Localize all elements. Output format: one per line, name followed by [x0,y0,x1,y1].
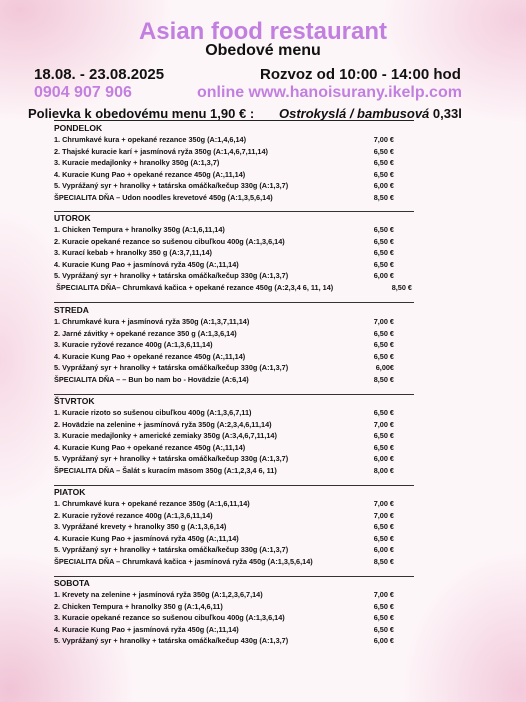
menu-item [54,259,420,271]
day-section [54,305,420,385]
menu-item-price: 6,50 € [373,351,394,361]
day-divider [54,576,414,577]
delivery-hours: Rozvoz od 10:00 - 14:00 hod [260,66,461,83]
menu-item [54,601,420,613]
menu-item-name: 1. Chicken Tempura + hranolky 350g (A:1,6,11,14) [54,225,225,234]
menu-item [54,180,420,192]
menu-item [54,453,420,465]
menu-item-price: 6,50 € [373,225,394,234]
menu-item-name: 2. Thajské kuracie karí + jasmínová ryža 350g (A:1,4,6,7,11,14) [54,146,268,156]
menu-item-price: 8,50 € [373,556,394,566]
menu-item [54,556,420,568]
menu-item-price: 8,50 € [373,374,394,384]
menu-item [54,521,420,533]
menu-item-name: ŠPECIALITA DŇA– Chrumkavá kačica + opekané rezance 450g (A:2,3,4 6, 11, 14) [56,282,334,292]
menu-item-price: 7,00 € [373,590,394,599]
menu-item [54,362,420,374]
day-section [54,487,420,567]
soup-label: Polievka k obedovému menu 1,90 € : [28,106,255,121]
menu-item-name: 2. Jarné závitky + opekané rezance 350 g (A:1,3,6,14) [54,328,237,338]
menu-item-price: 7,00 € [373,499,394,508]
menu-item-price: 6,50 € [373,522,394,531]
menu-item-name: 3. Kuracie opekané rezance so sušenou cibuľkou 400g (A:1,3,6,14) [54,613,285,622]
day-title: UTOROK [54,213,91,223]
menu-item-price: 6,50 € [373,431,394,440]
menu-item-name: 4. Kuracie Kung Pao + jasmínová ryža 450g (A:,11,14) [54,533,239,543]
menu-item [54,146,420,158]
menu-item-price: 7,00 € [373,135,394,144]
divider [54,120,414,121]
menu-item-price: 7,00 € [373,419,394,429]
menu-item-price: 6,50 € [373,613,394,622]
menu-subtitle: Obedové menu [205,42,321,59]
menu-item-name: 4. Kuracie Kung Pao + opekané rezance 450g (A:,11,14) [54,442,246,452]
menu-item-name: 3. Kurací kebab + hranolky 350 g (A:3,7,11,14) [54,248,212,257]
menu-item-price: 7,00 € [373,510,394,520]
menu-item-price: 6,50 € [373,236,394,246]
menu-item [54,169,420,181]
menu-item-name: ŠPECIALITA DŇA – Chrumkavá kačica + jasmínová ryža 450g (A:1,3,5,6,14) [54,556,313,566]
menu-item [54,589,420,601]
website-link[interactable]: online www.hanoisurany.ikelp.com [197,84,462,101]
menu-item-name: 1. Kuracie rizoto so sušenou cibuľkou 400g (A:1,3,6,7,11) [54,408,252,417]
menu-item [54,612,420,624]
menu-item-name: 1. Chrumkavé kura + jasmínová ryža 350g (A:1,3,7,11,14) [54,317,250,326]
menu-item-name: ŠPECIALITA DŇA – Udon noodles krevetové 450g (A:1,3,5,6,14) [54,192,273,202]
menu-item-name: 3. Vyprážané krevety + hranolky 350 g (A:1,3,6,14) [54,522,227,531]
menu-item-name: 5. Vyprážaný syr + hranolky + tatárska omáčka/kečup 330g (A:1,3,7) [54,454,289,463]
menu-item [54,430,420,442]
menu-item-price: 6,50 € [373,408,394,417]
menu-item-name: 2. Kuracie ryžové rezance 400g (A:1,3,6,11,14) [54,510,213,520]
menu-item [54,498,420,510]
menu-item-price: 6,00€ [375,363,394,372]
menu-item [54,247,420,259]
menu-item [54,192,420,204]
day-title: PONDELOK [54,123,103,133]
menu-item-name: 4. Kuracie Kung Pao + jasmínová ryža 450g (A:,11,14) [54,259,239,269]
menu-item-price: 8,50 € [391,282,412,292]
menu-item [54,465,420,477]
menu-item-name: 4. Kuracie Kung Pao + jasmínová ryža 450g (A:,11,14) [54,624,239,634]
day-title: STREDA [54,305,89,315]
menu-item-name: 5. Vyprážaný syr + hranolky + tatárska omáčka/kečup 430g (A:1,3,7) [54,636,289,645]
menu-item-price: 6,00 € [373,181,394,190]
menu-item-name: 5. Vyprážaný syr + hranolky + tatárska omáčka/kečup 330g (A:1,3,7) [54,545,289,554]
menu-item [54,328,420,340]
menu-item-name: 4. Kuracie Kung Pao + opekané rezance 450g (A:,11,14) [54,169,246,179]
day-section [54,396,420,476]
day-divider [54,211,414,212]
menu-item-price: 6,50 € [373,533,394,543]
menu-item [54,374,420,386]
menu-item [54,624,420,636]
menu-item [54,236,420,248]
menu-item-name: 1. Krevety na zelenine + jasmínová ryža 350g (A:1,2,3,6,7,14) [54,590,263,599]
menu-item-name: 2. Chicken Tempura + hranolky 350 g (A:1,4,6,11) [54,601,223,611]
menu-item [54,442,420,454]
menu-item-price: 6,50 € [373,340,394,349]
day-title: SOBOTA [54,578,90,588]
menu-item-name: 3. Kuracie medajlonky + americké zemiaky 350g (A:3,4,6,7,11,14) [54,431,277,440]
menu-item [54,533,420,545]
menu-item [54,224,420,236]
day-divider [54,394,414,395]
date-range: 18.08. - 23.08.2025 [34,66,165,83]
menu-item-name: 4. Kuracie Kung Pao + opekané rezance 450g (A:,11,14) [54,351,246,361]
menu-item-name: 2. Hovädzie na zelenine + jasmínová ryža 350g (A:2,3,4,6,11,14) [54,419,272,429]
menu-item-name: 1. Chrumkavé kura + opekané rezance 350g (A:1,6,11,14) [54,499,250,508]
menu-item-name: 5. Vyprážaný syr + hranolky + tatárska omáčka/kečup 330g (A:1,3,7) [54,363,289,372]
menu-item [54,510,420,522]
menu-item-price: 6,50 € [373,248,394,257]
menu-item-price: 6,50 € [373,601,394,611]
menu-item-name: 3. Kuracie medajlonky + hranolky 350g (A:1,3,7) [54,158,220,167]
menu-item [54,419,420,431]
menu-item [54,339,420,351]
menu-item [54,316,420,328]
menu-item-price: 6,50 € [373,146,394,156]
day-title: ŠTVRTOK [54,396,95,406]
menu-item [54,635,420,647]
menu-item-name: 2. Kuracie opekané rezance so sušenou cibuľkou 400g (A:1,3,6,14) [54,236,285,246]
menu-item-price: 6,50 € [373,158,394,167]
menu-item-price: 6,00 € [373,454,394,463]
menu-item-price: 8,00 € [373,465,394,475]
menu-item-price: 6,50 € [373,624,394,634]
soup-info [279,106,462,121]
menu-item-name: 3. Kuracie ryžové rezance 400g (A:1,3,6,11,14) [54,340,213,349]
menu-item [54,270,420,282]
day-section [54,578,420,647]
menu-item [54,407,420,419]
day-section [54,213,420,293]
menu-item-name: ŠPECIALITA DŇA – Šalát s kuracím mäsom 350g (A:1,2,3,4 6, 11) [54,465,277,475]
menu-item-price: 6,50 € [373,259,394,269]
menu-item-price: 6,50 € [373,328,394,338]
day-divider [54,302,414,303]
menu-item [54,134,420,146]
menu-item-price: 7,00 € [373,317,394,326]
menu-item-price: 6,50 € [373,442,394,452]
phone-number[interactable]: 0904 907 906 [34,84,132,101]
day-title: PIATOK [54,487,86,497]
menu-item [54,157,420,169]
menu-item-price: 6,00 € [373,545,394,554]
soup-size: 0,33l [432,106,462,121]
menu-item [54,282,420,294]
menu-item-name: 5. Vyprážaný syr + hranolky + tatárska omáčka/kečup 330g (A:1,3,7) [54,271,289,280]
menu-item-price: 6,50 € [373,169,394,179]
menu-item [54,351,420,363]
menu-item-price: 6,00 € [373,271,394,280]
day-divider [54,485,414,486]
menu-item-price: 6,00 € [373,636,394,645]
menu-item [54,544,420,556]
menu-item-name: 5. Vyprážaný syr + hranolky + tatárska omáčka/kečup 330g (A:1,3,7) [54,181,289,190]
soup-name: Ostrokyslá / bambusová [279,106,430,121]
restaurant-title: Asian food restaurant [138,18,388,45]
menu-item-price: 8,50 € [373,192,394,202]
menu-item-name: 1. Chrumkavé kura + opekané rezance 350g (A:1,4,6,14) [54,135,247,144]
day-section [54,123,420,203]
menu-item-name: ŠPECIALITA DŇA – – Bun bo nam bo - Hovädzie (A:6,14) [54,374,249,384]
